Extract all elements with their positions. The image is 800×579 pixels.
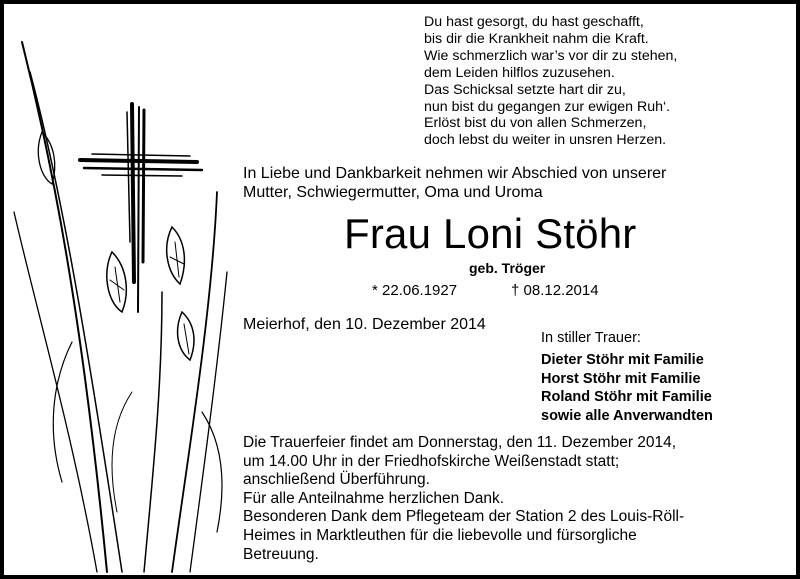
poem-line: Wie schmerzlich war’s vor dir zu stehen, bbox=[424, 47, 678, 64]
poem-line: Das Schicksal setzte hart dir zu, bbox=[424, 81, 626, 98]
mourner-entry: Roland Stöhr mit Familie bbox=[541, 389, 712, 406]
info-line: Betreuung. bbox=[243, 545, 319, 563]
intro-line: Mutter, Schwiegermutter, Oma und Uroma bbox=[243, 184, 543, 201]
maiden-name: geb. Tröger bbox=[469, 260, 546, 276]
info-line: Für alle Anteilnahme herzlichen Dank. bbox=[243, 489, 505, 507]
place-date: Meierhof, den 10. Dezember 2014 bbox=[243, 316, 486, 333]
poem-line: dem Leiden hilflos zuzusehen. bbox=[424, 64, 615, 81]
birth-date: * 22.06.1927 bbox=[372, 282, 458, 299]
poem-line: Du hast gesorgt, du hast geschafft, bbox=[424, 14, 644, 30]
poem-line: nun bist du gegangen zur ewigen Ruh‘. bbox=[424, 98, 671, 115]
info-line: anschließend Überführung. bbox=[243, 471, 430, 489]
intro-text bbox=[243, 164, 783, 202]
info-line: Besonderen Dank dem Pflegeteam der Station 2 des Louis-Röll- bbox=[243, 508, 685, 526]
funeral-info bbox=[243, 434, 788, 564]
poem-line: bis dir die Krankheit nahm die Kraft. bbox=[424, 30, 649, 47]
info-line: um 14.00 Uhr in der Friedhofskirche Weißenstadt statt; bbox=[243, 452, 620, 470]
death-date: † 08.12.2014 bbox=[511, 282, 599, 299]
mourners-list bbox=[541, 351, 713, 426]
mourner-entry: Dieter Stöhr mit Familie bbox=[541, 352, 704, 368]
mourning-label: In stiller Trauer: bbox=[541, 330, 641, 346]
mourner-entry: sowie alle Anverwandten bbox=[541, 408, 713, 425]
info-line: Die Trauerfeier findet am Donnerstag, den 11. Dezember 2014, bbox=[243, 434, 677, 451]
poem-line: doch lebst du weiter in unsren Herzen. bbox=[424, 132, 667, 149]
mourner-entry: Horst Stöhr mit Familie bbox=[541, 370, 701, 387]
poem-line: Erlöst bist du von allen Schmerzen, bbox=[424, 115, 647, 132]
info-line: Heimes in Marktleuthen für die liebevolle und fürsorgliche bbox=[243, 526, 637, 544]
intro-line: In Liebe und Dankbarkeit nehmen wir Abschied von unserer bbox=[243, 165, 667, 182]
poem bbox=[424, 14, 784, 149]
deceased-name: Frau Loni Stöhr bbox=[344, 210, 637, 257]
cross-wheat-illustration bbox=[12, 12, 242, 575]
